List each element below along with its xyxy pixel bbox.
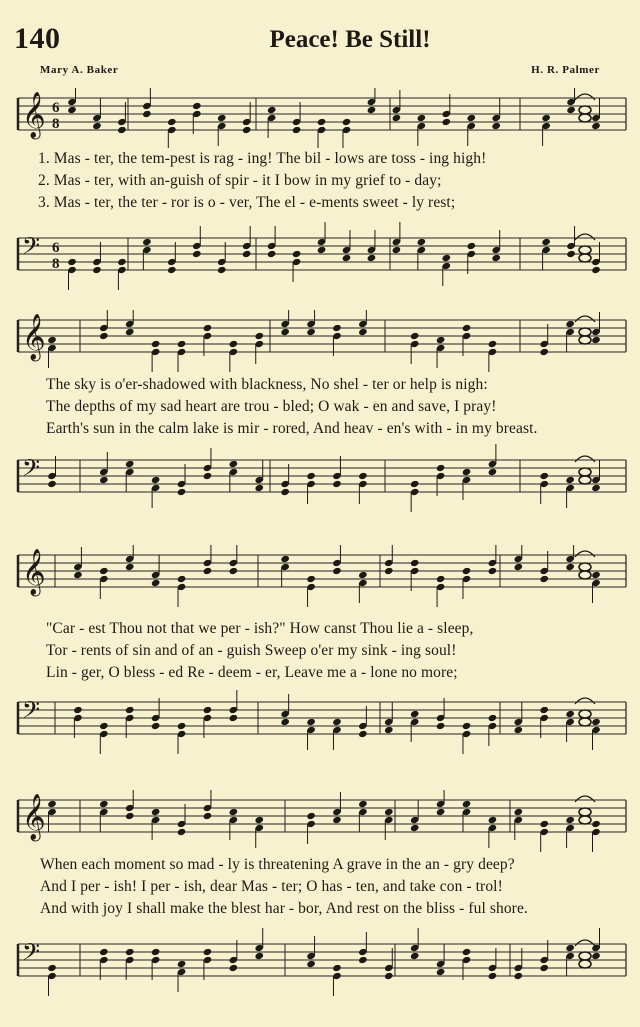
note-head [565,476,575,484]
note-head [565,320,575,328]
note-head [342,118,352,126]
note-head [125,948,135,956]
note-head [332,816,342,824]
note-head [539,575,549,583]
lyric-verse-1-line-1: 1. Mas - ter, the tem-pest is rag - ing! The bil - lows are toss - ing high! [38,150,487,167]
whole-note [579,254,591,262]
note-head [151,948,161,956]
note-head [488,567,498,575]
lyric-verse-2-line-1: 2. Mas - ter, with an-guish of spir - it I bow in my grief to - day; [38,172,442,189]
note-head [267,106,277,114]
author-credit: Mary A. Baker [40,64,119,76]
lyric-verse-2-line-2: The depths of my sad heart are trou - bled; O wak - en and save, I pray! [46,398,497,415]
note-head [342,254,352,262]
note-head [47,480,57,488]
note-head [462,948,472,956]
note-head [591,266,601,274]
fermata-icon [575,551,595,557]
note-head [242,126,252,134]
note-head [177,575,187,583]
note-head [442,118,452,126]
note-head [367,254,377,262]
note-head [47,336,57,344]
note-head [410,332,420,340]
note-head [177,722,187,730]
note-head [242,250,252,258]
note-head [254,816,264,824]
lyric-verse-1-line-3: "Car - est Thou not that we per - ish?" How canst Thou lie a - sleep, [46,620,474,637]
note-head [565,710,575,718]
note-head [73,571,83,579]
note-head [392,246,402,254]
treble-staff-system-3 [0,545,640,617]
time-signature-bottom: 8 [52,256,60,272]
note-head [591,718,601,726]
treble-clef-icon: 𝄞 [22,314,46,360]
bass-staff-system-2 [0,444,640,518]
whole-note [579,246,591,254]
note-head [151,579,161,587]
bass-clef-icon: 𝄢 [22,232,41,265]
note-head [539,348,549,356]
note-head [417,238,427,246]
note-head [280,328,290,336]
note-head [392,114,402,122]
lyric-verse-3-line-1: 3. Mas - ter, the ter - ror is o - ver, The el - e-ments sweet - ly rest; [38,194,456,211]
note-head [192,250,202,258]
note-head [358,571,368,579]
note-head [488,468,498,476]
note-head [151,808,161,816]
note-head [203,472,213,480]
note-head [358,472,368,480]
note-head [591,122,601,130]
note-head [151,476,161,484]
note-head [92,122,102,130]
note-head [99,332,109,340]
note-head [47,800,57,808]
note-head [229,808,239,816]
note-head [254,332,264,340]
note-head [384,567,394,575]
note-head [436,336,446,344]
treble-clef-icon: 𝄞 [22,92,46,138]
note-head [254,484,264,492]
note-head [591,952,601,960]
note-head [539,706,549,714]
note-head [410,952,420,960]
note-head [67,106,77,114]
note-head [591,571,601,579]
note-head [306,472,316,480]
note-head [410,710,420,718]
lyric-verse-1-line-4: When each moment so mad - ly is threatening A grave in the an - gry deep? [40,856,515,873]
fermata-icon [575,796,595,802]
note-head [99,476,109,484]
note-head [280,718,290,726]
time-signature-bottom: 8 [52,116,60,132]
whole-note [579,468,591,476]
note-head [410,559,420,567]
fermata-icon [575,234,595,240]
note-head [229,714,239,722]
fermata-icon [575,940,595,946]
note-head [436,968,446,976]
note-head [442,254,452,262]
note-head [514,808,524,816]
note-head [410,824,420,832]
fermata-icon [575,94,595,100]
note-head [117,126,127,134]
lyric-verse-1-line-2: The sky is o'er-shadowed with blackness, No shel - ter or help is nigh: [46,376,488,393]
note-head [229,340,239,348]
note-head [384,726,394,734]
note-head [462,567,472,575]
note-head [332,718,342,726]
note-head [306,328,316,336]
fermata-icon [575,316,595,322]
note-head [488,972,498,980]
note-head [280,555,290,563]
note-head [358,730,368,738]
bass-staff-system-4 [0,928,640,1006]
note-head [99,948,109,956]
note-head [203,567,213,575]
note-head [229,964,239,972]
note-head [566,250,576,258]
note-head [267,250,277,258]
note-head [591,484,601,492]
note-head [332,964,342,972]
note-head [541,114,551,122]
note-head [73,706,83,714]
hymn-number: 140 [14,22,61,55]
whole-note [579,328,591,336]
note-head [332,324,342,332]
whole-note [579,563,591,571]
composer-credit: H. R. Palmer [531,64,600,76]
whole-note [579,114,591,122]
note-head [317,118,327,126]
note-head [358,328,368,336]
note-head [203,324,213,332]
note-head [229,460,239,468]
note-head [436,722,446,730]
note-head [177,960,187,968]
note-head [565,563,575,571]
hymn-title: Peace! Be Still! [269,26,431,53]
note-head [177,340,187,348]
note-head [167,266,177,274]
note-head [591,336,601,344]
whole-note [579,952,591,960]
note-head [306,575,316,583]
treble-staff-system-4 [0,790,640,852]
note-head [514,972,524,980]
time-signature-top: 6 [52,100,60,116]
note-head [125,328,135,336]
note-head [367,106,377,114]
note-head [436,575,446,583]
note-head [292,126,302,134]
note-head [99,722,109,730]
note-head [466,242,476,250]
fermata-icon [575,698,595,704]
note-head [436,464,446,472]
lyric-verse-2-line-4: And I per - ish! I per - ish, dear Mas - ter; O has - ten, and take con - trol! [40,878,503,895]
note-head [229,567,239,575]
note-head [217,266,227,274]
note-head [192,102,202,110]
note-head [306,960,316,968]
note-head [167,118,177,126]
whole-note [579,816,591,824]
note-head [488,714,498,722]
note-head [436,808,446,816]
note-head [491,254,501,262]
whole-note [579,336,591,344]
note-head [358,956,368,964]
note-head [514,726,524,734]
note-head [384,972,394,980]
note-head [462,800,472,808]
note-head [99,800,109,808]
whole-note [579,476,591,484]
note-head [306,812,316,820]
note-head [142,238,152,246]
lyric-verse-3-line-2: Earth's sun in the calm lake is mir - rored, And heav - en's with - in my breast. [46,420,538,437]
lyric-verse-3-line-4: And with joy I shall make the blest har - bor, And rest on the bliss - ful shore. [40,900,528,917]
note-head [565,944,575,952]
note-head [488,816,498,824]
note-head [125,812,135,820]
whole-note [579,718,591,726]
treble-clef-icon: 𝄞 [22,549,46,595]
note-head [317,246,327,254]
note-head [92,266,102,274]
note-head [462,324,472,332]
note-head [47,964,57,972]
bass-clef-icon: 𝄢 [22,938,41,971]
lyric-verse-3-line-3: Lin - ger, O bless - ed Re - deem - er, Leave me a - lone no more; [46,664,458,681]
note-head [203,812,213,820]
whole-note [579,710,591,718]
bass-staff-system-3 [0,688,640,754]
whole-note [579,960,591,968]
note-head [332,567,342,575]
note-head [566,106,576,114]
note-head [151,340,161,348]
note-head [99,567,109,575]
note-head [565,816,575,824]
note-head [125,563,135,571]
whole-note [579,571,591,579]
note-head [332,480,342,488]
note-head [177,828,187,836]
note-head [125,706,135,714]
note-head [417,114,427,122]
note-head [280,488,290,496]
note-head [384,808,394,816]
note-head [541,238,551,246]
note-head [292,250,302,258]
note-head [358,800,368,808]
note-head [539,472,549,480]
treble-staff-system-1 [0,88,640,148]
note-head [539,820,549,828]
note-head [151,722,161,730]
note-head [142,110,152,118]
note-head [67,258,77,266]
note-head [539,964,549,972]
bass-clef-icon: 𝄢 [22,696,41,729]
whole-note [579,808,591,816]
whole-note [579,106,591,114]
time-signature-top: 6 [52,240,60,256]
fermata-icon [575,456,595,462]
note-head [254,952,264,960]
note-head [491,122,501,130]
bass-staff-system-1 [0,220,640,290]
treble-staff-system-2 [0,310,640,372]
lyric-verse-2-line-3: Tor - rents of sin and of an - guish Sweep o'er my sink - ing soul! [46,642,457,659]
note-head [125,460,135,468]
note-head [306,718,316,726]
note-head [117,258,127,266]
note-head [466,114,476,122]
note-head [462,722,472,730]
note-head [177,488,187,496]
note-head [203,948,213,956]
note-head [591,820,601,828]
note-head [488,340,498,348]
note-head [217,114,227,122]
bass-clef-icon: 𝄢 [22,454,41,487]
note-head [514,563,524,571]
note-head [410,480,420,488]
treble-clef-icon: 𝄞 [22,794,46,840]
note-head [203,706,213,714]
note-head [462,468,472,476]
